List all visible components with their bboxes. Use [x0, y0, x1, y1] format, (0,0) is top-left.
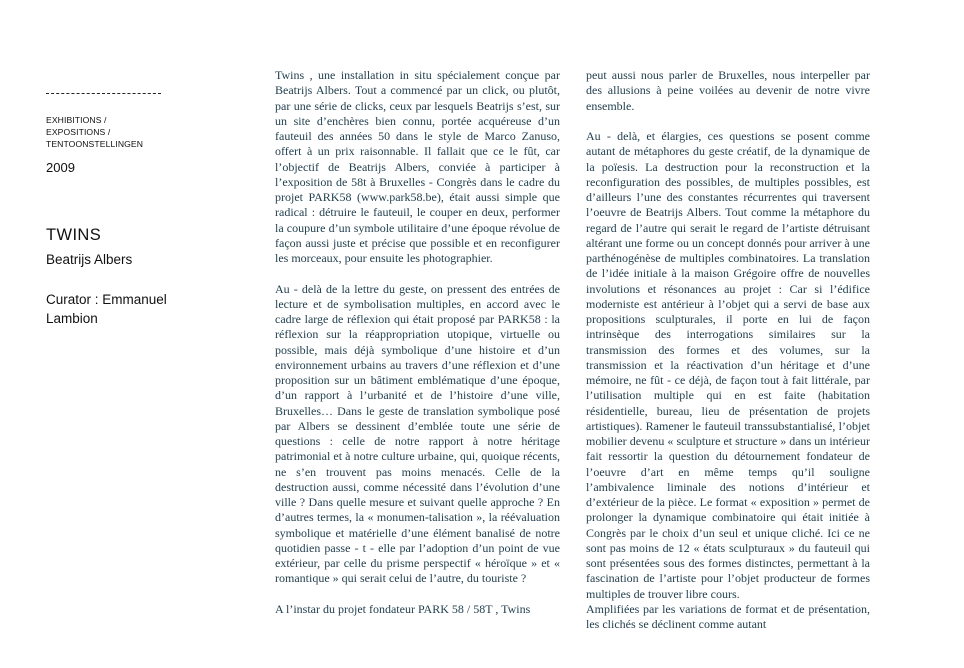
- paragraph: Amplifiées par les variations de format et de présentation, les clichés se déclinent comme autant: [586, 601, 870, 631]
- text-column-left: [275, 68, 560, 632]
- section-label-line: EXHIBITIONS /: [46, 115, 107, 125]
- paragraph: Twins , une installation in situ spécialement conçue par Beatrijs Albers. Tout a commencé par un click, ou plutôt, par une série de clicks, ceux par lesquels Beatrijs s’est, sur un site d’enchères bien connu, portée acquéreuse d’un fauteuil des années 50 dans le style de Marco Zanuso, offert à un prix raisonnable. Il fallait que ce le fût, car l’objectif de Beatrijs Albers, conviée à participer à l’exposition de 58t à Bruxelles - Congrès dans le cadre du projet PARK58 (www.park58.be), était aussi simple que radical : détruire le fauteuil, le couper en deux, performer la coupure d’un symbole utilitaire d’une époque révolue de façon aussi juste et précise que possible et en reconfigurer les morceaux, pour ensuite les photographier.: [275, 68, 560, 265]
- text-column-right: [586, 68, 870, 648]
- paragraph: A l’instar du projet fondateur PARK 58 / 58T , Twins: [275, 601, 531, 616]
- artist-name: Beatrijs Albers: [46, 252, 133, 267]
- dashed-divider: [46, 93, 161, 94]
- section-label-line: EXPOSITIONS /: [46, 127, 111, 137]
- section-label-line: TENTOONSTELLINGEN: [46, 139, 144, 149]
- exhibition-year: 2009: [46, 160, 75, 175]
- paragraph: Au - delà, et élargies, ces questions se posent comme autant de métaphores du geste créatif, de la dynamique de la poïesis. La destruction pour la reconstruction et la reconfiguration des possibles, de multiples possibles, est d’ailleurs l’une des constantes récurrentes qui traversent l’oeuvre de Beatrijs Albers. Tout comme la métaphore du regard de l’autre qui serait le regard de l’artiste détruisant altérant une forme ou un concept donnés pour arriver à une parthénogénèse de multiples combinatoires. La translation de l’idée initiale à la maison Grégoire offre de nouvelles involutions et résonances au projet : Car si l’édifice moderniste est antérieur à l’objet qui a servi de base aux propositions sculpturales, il porte en lui de façon intrinsèque des interrogations similaires sur la transmission des formes et des volumes, sur la transmission et la réactivation d’un héritage et d’une mémoire, ne fût - ce déjà, de façon tout à fait littérale, par l’utilisation multiple qui en est faite (habitation résidentielle, bureau, lieu de présentation de projets artistiques). Ramener le fauteuil transsubstantialisé, l’objet mobilier devenu « sculpture et structure » dans un intérieur fait ressortir la question du détournement fondateur de l’oeuvre d’art en même temps qu’il souligne l’ambivalence liminale des notions d’intérieur et d’extérieur de la pièce. Le format « exposition » permet de prolonger la dynamique combinatoire qui était initiée à Congrès par le choix d’un seul et unique cliché. Ici ce ne sont pas moins de 12 « états sculpturaux » du fauteuil qui sont présentées sous des formes distinctes, permettant à la fascination de l’artiste pour l’objet producteur de formes multiples de trouver libre cours.: [586, 129, 870, 601]
- section-label: [46, 114, 143, 150]
- exhibition-title: TWINS: [46, 226, 102, 244]
- curator-credit: Curator : Emmanuel Lambion: [46, 292, 167, 326]
- paragraph: peut aussi nous parler de Bruxelles, nous interpeller par des allusions à peine voilées au devenir de notre vivre ensemble.: [586, 68, 870, 113]
- paragraph: Au - delà de la lettre du geste, on pressent des entrées de lecture et de symbolisation multiples, en accord avec le cadre large de réflexion qui était proposé par PARK58 : la réflexion sur la réappropriation utopique, virtuelle ou possible, mais déjà symbolique d’une histoire et d’un environnement urbains au travers d’une réflexion et d’une proposition sur un bâtiment emblématique d’une époque, d’un rapport à l’urbanité et de l’histoire d’une ville, Bruxelles… Dans le geste de translation symbolique posé par Albers se dessinent d’emblée toute une série de questions : celle de notre rapport à notre héritage patrimonial et à notre culture urbaine, qui, quoique récents, ne s’en trouvent pas moins menacés. Celle de la destruction aussi, comme nécessité dans l’évolution d’une ville ? Dans quelle mesure et suivant quelle approche ? En d’autres termes, la « monumen-talisation », la réévaluation symbolique et matérielle d’une élément banalisé de notre quotidien passe - t - elle par l’adoption d’un point de vue extérieur, par celle du prisme perspectif « héroïque » et « romantique » qui serait celui de l’autre, du touriste ?: [275, 281, 560, 586]
